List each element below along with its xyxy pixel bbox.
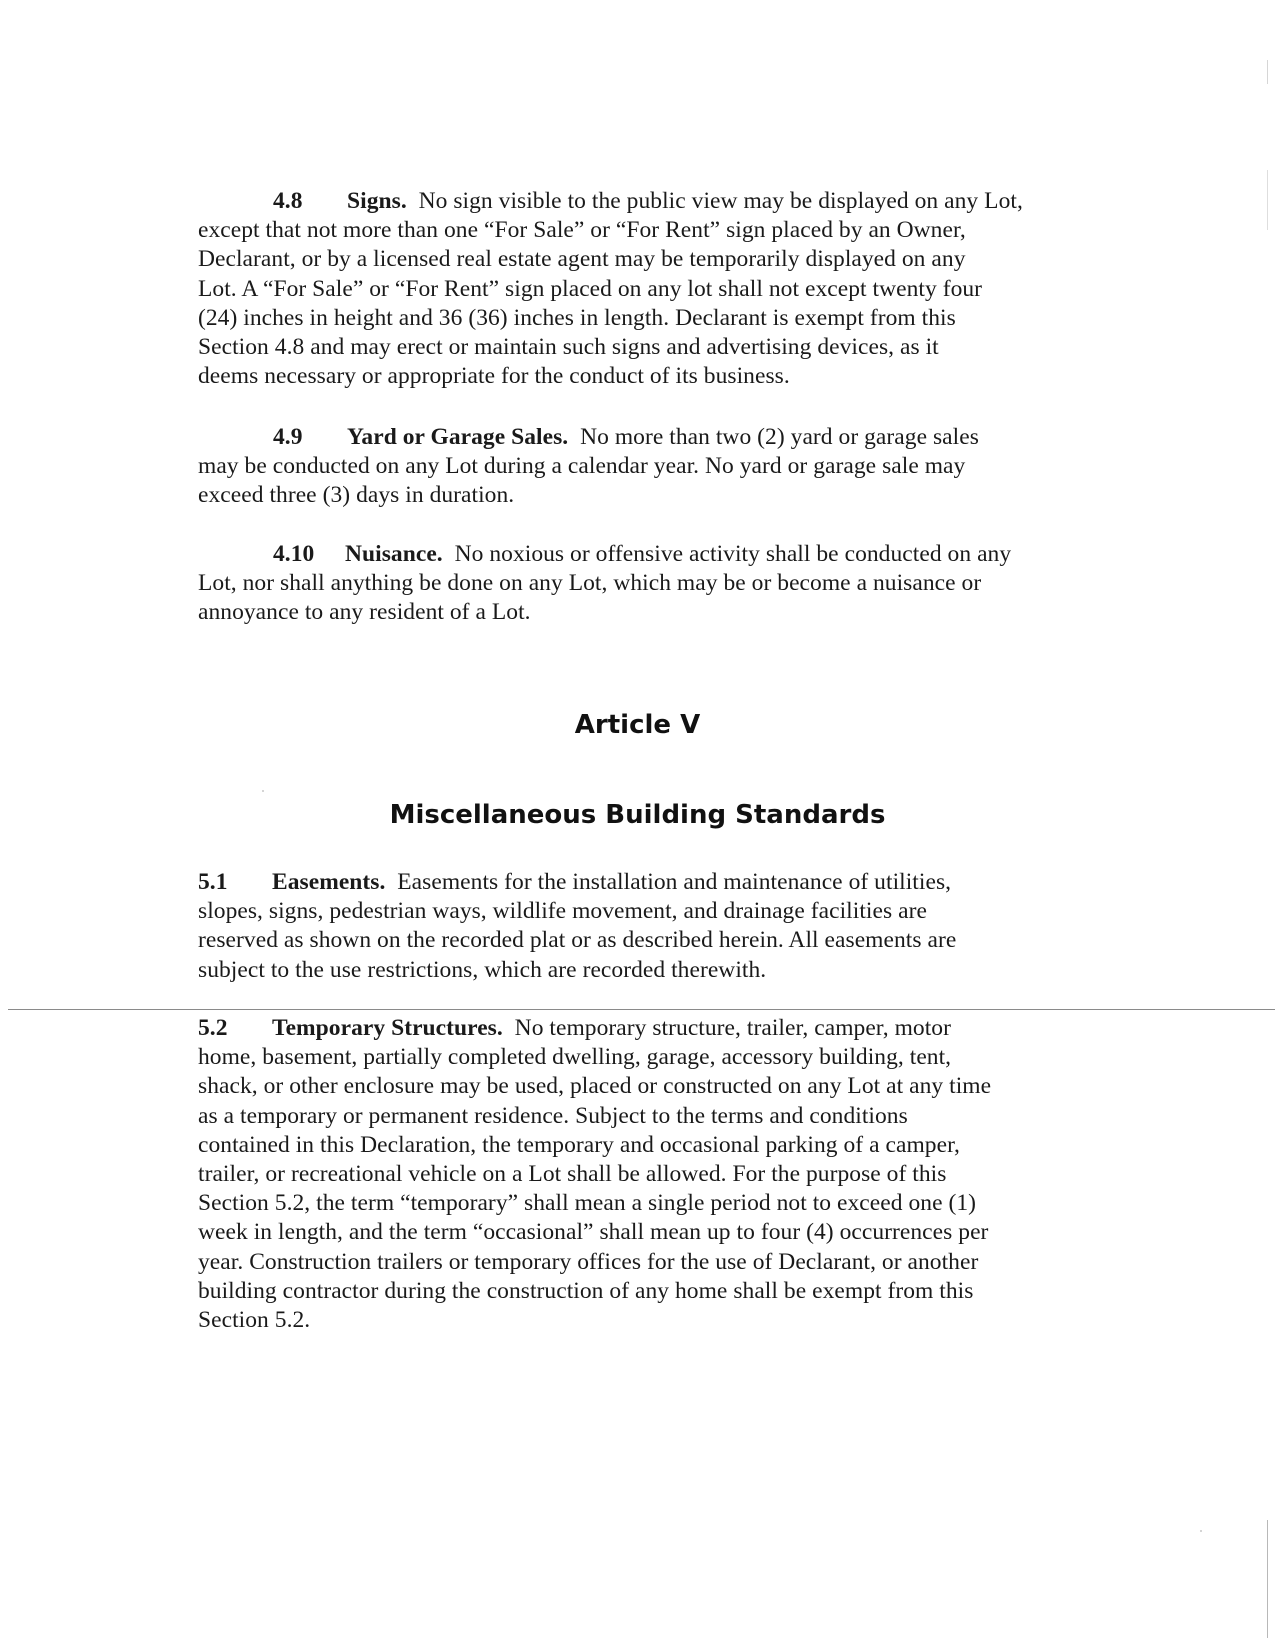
section-text-line: exceed three (3) days in duration. xyxy=(198,482,515,509)
section-number: 4.10 xyxy=(273,541,315,567)
section-text-line: No more than two (2) yard or garage sales xyxy=(580,424,979,450)
section-heading: Yard or Garage Sales. xyxy=(347,424,569,450)
section-text-line: as a temporary or permanent residence. Subject to the terms and conditions xyxy=(198,1102,908,1129)
section-text-line: subject to the use restrictions, which are recorded therewith. xyxy=(198,956,767,983)
section-text-line: home, basement, partially completed dwelling, garage, accessory building, tent, xyxy=(198,1044,952,1071)
section-4-8 xyxy=(198,187,1088,391)
section-text-line: except that not more than one “For Sale” or “For Rent” sign placed by an Owner, xyxy=(198,217,966,244)
section-4-9 xyxy=(198,423,1088,511)
scan-speck xyxy=(1200,1530,1202,1532)
section-5-2 xyxy=(198,1014,1088,1335)
section-text-line: No temporary structure, trailer, camper, motor xyxy=(514,1015,951,1041)
scan-edge-mark xyxy=(1267,170,1268,230)
section-text-line: deems necessary or appropriate for the conduct of its business. xyxy=(198,363,790,390)
section-text-line: may be conducted on any Lot during a calendar year. No yard or garage sale may xyxy=(198,453,966,480)
scan-edge-mark xyxy=(1267,1520,1268,1638)
section-text-line: annoyance to any resident of a Lot. xyxy=(198,599,531,626)
section-text-line: Section 5.2. xyxy=(198,1307,311,1334)
section-heading: Nuisance. xyxy=(345,541,443,567)
section-number: 4.9 xyxy=(273,424,303,450)
section-text-line: Lot, nor shall anything be done on any Lot, which may be or become a nuisance or xyxy=(198,570,982,597)
section-text-line: Section 4.8 and may erect or maintain such signs and advertising devices, as it xyxy=(198,334,939,361)
section-text-line: slopes, signs, pedestrian ways, wildlife movement, and drainage facilities are xyxy=(198,898,927,925)
section-heading: Easements. xyxy=(272,869,386,895)
section-text-line: No sign visible to the public view may be displayed on any Lot, xyxy=(418,188,1023,214)
section-text-line: week in length, and the term “occasional” shall mean up to four (4) occurrences per xyxy=(198,1219,989,1246)
section-text-line: trailer, or recreational vehicle on a Lot shall be allowed. For the purpose of this xyxy=(198,1161,947,1188)
horizontal-divider xyxy=(8,1009,1275,1010)
section-text-line: building contractor during the construction of any home shall be exempt from this xyxy=(198,1277,974,1304)
section-4-10 xyxy=(198,540,1088,628)
section-text-line: Declarant, or by a licensed real estate agent may be temporarily displayed on any xyxy=(198,246,966,273)
section-text-line: Easements for the installation and maintenance of utilities, xyxy=(397,869,952,895)
section-text-line: (24) inches in height and 36 (36) inches in length. Declarant is exempt from this xyxy=(198,304,956,331)
section-text-line: year. Construction trailers or temporary offices for the use of Declarant, or another xyxy=(198,1248,979,1275)
section-text-line: Section 5.2, the term “temporary” shall mean a single period not to exceed one (1) xyxy=(198,1190,977,1217)
section-number: 5.2 xyxy=(198,1015,228,1041)
section-number: 4.8 xyxy=(273,188,303,214)
article-title: Article V xyxy=(574,710,701,740)
section-heading: Signs. xyxy=(347,188,407,214)
section-text-line: Lot. A “For Sale” or “For Rent” sign placed on any lot shall not except twenty four xyxy=(198,275,983,302)
section-text-line: No noxious or offensive activity shall be conducted on any xyxy=(454,541,1012,567)
scan-edge-mark xyxy=(1267,60,1268,84)
section-text-line: reserved as shown on the recorded plat or as described herein. All easements are xyxy=(198,927,957,954)
section-5-1 xyxy=(198,868,1088,985)
section-number: 5.1 xyxy=(198,869,228,895)
section-text-line: contained in this Declaration, the temporary and occasional parking of a camper, xyxy=(198,1131,960,1158)
section-heading: Temporary Structures. xyxy=(272,1015,503,1041)
scan-speck xyxy=(262,790,264,792)
article-subtitle: Miscellaneous Building Standards xyxy=(389,800,886,830)
section-text-line: shack, or other enclosure may be used, placed or constructed on any Lot at any time xyxy=(198,1073,992,1100)
